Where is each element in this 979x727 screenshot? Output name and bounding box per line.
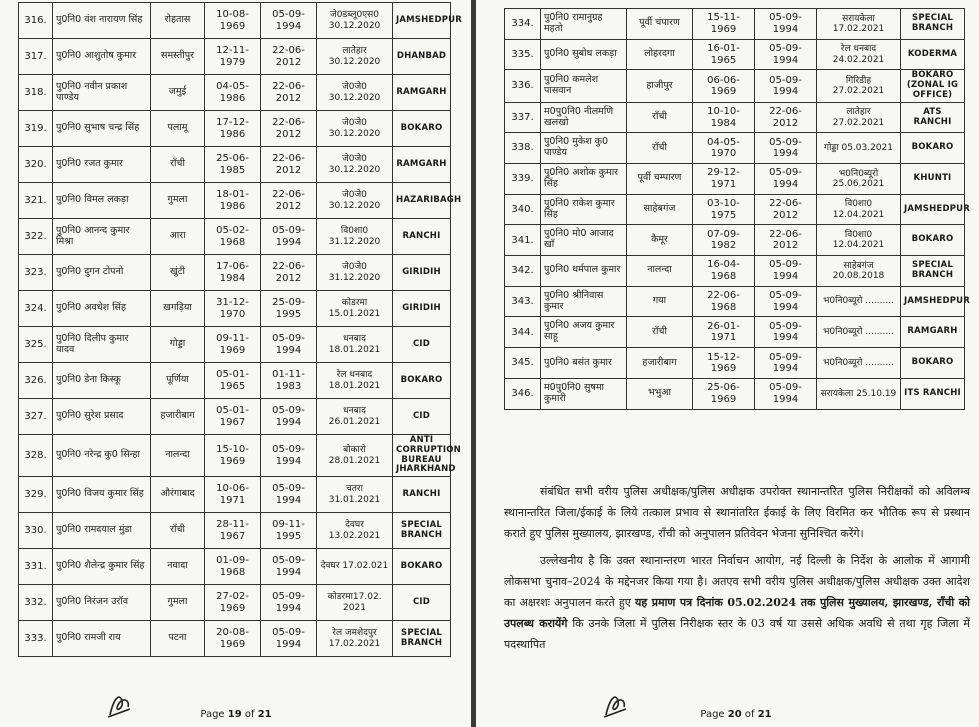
cell-district: पूर्णिया: [151, 363, 205, 399]
cell-dest: CID: [393, 399, 451, 435]
cell-sn: 334.: [505, 9, 541, 40]
cell-name: पु0नि0 राकेश कुमार सिंह: [541, 194, 627, 225]
cell-sn: 328.: [19, 435, 53, 477]
cell-district: रोहतास: [151, 3, 205, 39]
cell-appt: 05-09-1994: [755, 70, 817, 102]
cell-appt: 05-09-1994: [261, 621, 317, 657]
cell-name: पु0नि0 नरेन्द्र कु0 सिन्हा: [53, 435, 151, 477]
cell-posting: लातेहार 27.02.2021: [817, 102, 901, 133]
cell-sn: 338.: [505, 133, 541, 164]
cell-posting: कोडरमा17.02. 2021: [317, 585, 393, 621]
table-row: [19, 147, 451, 183]
cell-sn: 344.: [505, 317, 541, 348]
cell-sn: 323.: [19, 255, 53, 291]
cell-dob: 20-08-1969: [205, 621, 261, 657]
cell-dob: 27-02-1969: [205, 585, 261, 621]
cell-dob: 10-06-1971: [205, 477, 261, 513]
cell-appt: 05-09-1994: [755, 317, 817, 348]
cell-dob: 15-10-1969: [205, 435, 261, 477]
cell-sn: 335.: [505, 39, 541, 70]
cell-appt: 05-09-1994: [755, 39, 817, 70]
cell-name: म0पु0नि0 नीलमणि खलखो: [541, 102, 627, 133]
cell-dob: 16-01-1965: [693, 39, 755, 70]
cell-posting: गोड्डा 05.03.2021: [817, 133, 901, 164]
cell-appt: 05-09-1994: [261, 549, 317, 585]
cell-posting: जे0जे0 30.12.2020: [317, 111, 393, 147]
cell-appt: 05-09-1994: [261, 399, 317, 435]
cell-name: पु0नि0 रामजी राय: [53, 621, 151, 657]
cell-district: जमुई: [151, 75, 205, 111]
cell-dob: 07-09-1982: [693, 225, 755, 256]
cell-dest: RAMGARH: [393, 147, 451, 183]
cell-name: पु0नि0 मो0 आजाद खॉं: [541, 225, 627, 256]
transfer-table-page-19: [18, 2, 462, 657]
cell-district: भभुआ: [627, 378, 693, 409]
cell-name: पु0नि0 विजय कुमार सिंह: [53, 477, 151, 513]
cell-district: खुंटी: [151, 255, 205, 291]
cell-dest: RANCHI: [393, 477, 451, 513]
cell-dest: SPECIAL BRANCH: [393, 513, 451, 549]
cell-dest: BOKARO (ZONAL IG OFFICE): [901, 70, 965, 102]
cell-dob: 25-06-1985: [205, 147, 261, 183]
cell-district: गया: [627, 286, 693, 317]
cell-appt: 22-06-2012: [755, 225, 817, 256]
table-row: [19, 363, 451, 399]
cell-dest: DHANBAD: [393, 39, 451, 75]
page-number: Page 20 of 21: [700, 709, 772, 720]
cell-district: नालन्दा: [627, 256, 693, 287]
cell-posting: वि0शा0 12.04.2021: [817, 194, 901, 225]
transfer-table-page-20: [504, 8, 970, 410]
document-page-19: [0, 0, 471, 727]
cell-name: पु0नि0 सुरेश प्रसाद: [53, 399, 151, 435]
cell-district: समस्तीपुर: [151, 39, 205, 75]
cell-dest: BOKARO: [393, 363, 451, 399]
cell-district: गोड्डा: [151, 327, 205, 363]
cell-dob: 10-08-1969: [205, 3, 261, 39]
cell-posting: रेल जमशेदपुर 17.02.2021: [317, 621, 393, 657]
cell-dob: 05-02-1968: [205, 219, 261, 255]
table-row: [19, 291, 451, 327]
cell-dob: 01-09-1968: [205, 549, 261, 585]
cell-dob: 05-01-1965: [205, 363, 261, 399]
table-row: [19, 399, 451, 435]
table-row: [19, 327, 451, 363]
cell-dest: BOKARO: [393, 549, 451, 585]
table-row: [19, 75, 451, 111]
table-row: [505, 225, 965, 256]
cell-name: पु0नि0 श्रीनिवास कुमार: [541, 286, 627, 317]
cell-posting: रेल धनबाद 18.01.2021: [317, 363, 393, 399]
table-row: [505, 70, 965, 102]
cell-dob: 03-10-1975: [693, 194, 755, 225]
cell-dob: 15-12-1969: [693, 348, 755, 379]
cell-sn: 320.: [19, 147, 53, 183]
cell-dest: JAMSHEDPUR: [901, 286, 965, 317]
cell-name: पु0नि0 अवधेश सिंह: [53, 291, 151, 327]
cell-dob: 22-06-1968: [693, 286, 755, 317]
cell-sn: 331.: [19, 549, 53, 585]
cell-appt: 05-09-1994: [261, 585, 317, 621]
cell-dob: 25-06-1969: [693, 378, 755, 409]
table-row: [505, 348, 965, 379]
cell-posting: धनबाद 18.01.2021: [317, 327, 393, 363]
cell-sn: 345.: [505, 348, 541, 379]
cell-district: हाजीपुर: [627, 70, 693, 102]
cell-name: पु0नि0 रामानुग्रह महतो: [541, 9, 627, 40]
cell-dest: JAMSHEDPUR: [901, 194, 965, 225]
cell-dob: 18-01-1986: [205, 183, 261, 219]
table-row: [505, 39, 965, 70]
table-row: [505, 164, 965, 195]
cell-name: पु0नि0 कमलेश पासवान: [541, 70, 627, 102]
cell-posting: चतरा 31.01.2021: [317, 477, 393, 513]
cell-posting: लातेहार 30.12.2020: [317, 39, 393, 75]
cell-dest: ITS RANCHI: [901, 378, 965, 409]
cell-appt: 22-06-2012: [261, 111, 317, 147]
cell-dob: 12-11-1979: [205, 39, 261, 75]
cell-sn: 346.: [505, 378, 541, 409]
cell-posting: जे0जे0 31.12.2020: [317, 255, 393, 291]
cell-dest: KODERMA: [901, 39, 965, 70]
cell-dest: CID: [393, 327, 451, 363]
cell-name: पु0नि0 सुभाष चन्द्र सिंह: [53, 111, 151, 147]
cell-district: हजारीबाग: [627, 348, 693, 379]
cell-appt: 05-09-1994: [755, 286, 817, 317]
cell-name: पु0नि0 निरंजन उरॉव: [53, 585, 151, 621]
cell-name: पु0नि0 डेना किस्कू: [53, 363, 151, 399]
cell-dest: ATS RANCHI: [901, 102, 965, 133]
cell-district: राँची: [627, 102, 693, 133]
cell-name: पु0नि0 धर्मपाल कुमार: [541, 256, 627, 287]
cell-district: आरा: [151, 219, 205, 255]
cell-dob: 16-04-1968: [693, 256, 755, 287]
page-number: Page 19 of 21: [200, 709, 272, 720]
table-row: [505, 102, 965, 133]
cell-sn: 336.: [505, 70, 541, 102]
cell-appt: 25-09-1995: [261, 291, 317, 327]
cell-dest: RAMGARH: [393, 75, 451, 111]
cell-sn: 318.: [19, 75, 53, 111]
cell-appt: 22-06-2012: [261, 255, 317, 291]
cell-appt: 05-09-1994: [261, 3, 317, 39]
cell-appt: 22-06-2012: [261, 183, 317, 219]
cell-sn: 316.: [19, 3, 53, 39]
cell-dob: 06-06-1969: [693, 70, 755, 102]
cell-sn: 342.: [505, 256, 541, 287]
cell-posting: जे0जे0 30.12.2020: [317, 75, 393, 111]
signature: [100, 687, 140, 721]
table-row: [19, 111, 451, 147]
cell-posting: भ0नि0ब्यूरो ..........: [817, 317, 901, 348]
table-row: [505, 194, 965, 225]
order-body-text: [504, 481, 970, 661]
cell-name: पु0नि0 सुबोध लकड़ा: [541, 39, 627, 70]
cell-posting: जे0जे0 30.12.2020: [317, 183, 393, 219]
cell-dob: 10-10-1984: [693, 102, 755, 133]
cell-appt: 05-09-1994: [755, 348, 817, 379]
cell-appt: 05-09-1994: [755, 378, 817, 409]
cell-sn: 327.: [19, 399, 53, 435]
cell-sn: 333.: [19, 621, 53, 657]
cell-name: पु0नि0 बसंत कुमार: [541, 348, 627, 379]
cell-posting: धनबाद 26.01.2021: [317, 399, 393, 435]
cell-posting: गिरिडीह 27.02.2021: [817, 70, 901, 102]
cell-dest: KHUNTI: [901, 164, 965, 195]
cell-dob: 09-11-1969: [205, 327, 261, 363]
cell-dest: JAMSHEDPUR: [393, 3, 451, 39]
table-row: [505, 133, 965, 164]
cell-posting: सरायकेला 25.10.19: [817, 378, 901, 409]
cell-sn: 322.: [19, 219, 53, 255]
cell-name: पु0नि0 अजय कुमार साहू: [541, 317, 627, 348]
cell-dest: BOKARO: [393, 111, 451, 147]
table-row: [19, 255, 451, 291]
cell-sn: 324.: [19, 291, 53, 327]
table-row: [19, 477, 451, 513]
cell-district: नवादा: [151, 549, 205, 585]
cell-district: औरंगाबाद: [151, 477, 205, 513]
cell-district: राँची: [627, 317, 693, 348]
table-row: [19, 435, 451, 477]
cell-posting: जे0जे0 30.12.2020: [317, 147, 393, 183]
cell-district: हजारीबाग: [151, 399, 205, 435]
table-row: [19, 183, 451, 219]
cell-dest: GIRIDIH: [393, 291, 451, 327]
cell-posting: जे0डब्लू0एस0 30.12.2020: [317, 3, 393, 39]
cell-district: कैमूर: [627, 225, 693, 256]
cell-posting: बोकारो 28.01.2021: [317, 435, 393, 477]
cell-dob: 28-11-1967: [205, 513, 261, 549]
cell-dest: SPECIAL BRANCH: [393, 621, 451, 657]
cell-appt: 01-11-1983: [261, 363, 317, 399]
table-row: [19, 39, 451, 75]
cell-district: साहेबगंज: [627, 194, 693, 225]
cell-posting: भ0नि0ब्यूरो 25.06.2021: [817, 164, 901, 195]
cell-district: गुमला: [151, 183, 205, 219]
paragraph-relieve-instructions: संबंधित सभी वरीय पुलिस अधीक्षक/पुलिस अधीक्षक उपरोक्त स्थानान्तरित पुलिस निरीक्षकों को अविलम्ब स्थानान्तरित जिला/ईकाई के लिये तत्काल प्रभाव से स्थानांतरित ईकाई के लिए विरमित कर भौतिक रूप से प्रस्थान कराते हुए पुलिस मुख्यालय, झारखण्ड, राँची को अनुपालन प्रतिवेदन भेजना सुनिश्चित करेंगे।: [504, 485, 970, 540]
cell-sn: 339.: [505, 164, 541, 195]
page-footer: [476, 701, 979, 727]
cell-sn: 319.: [19, 111, 53, 147]
cell-sn: 343.: [505, 286, 541, 317]
cell-posting: रेल धनबाद 24.02.2021: [817, 39, 901, 70]
cell-name: पु0नि0 विमल लकड़ा: [53, 183, 151, 219]
cell-dest: RAMGARH: [901, 317, 965, 348]
cell-sn: 325.: [19, 327, 53, 363]
cell-sn: 317.: [19, 39, 53, 75]
cell-appt: 05-09-1994: [755, 9, 817, 40]
cell-appt: 05-09-1994: [755, 164, 817, 195]
cell-appt: 22-06-2012: [261, 147, 317, 183]
table-row: [505, 286, 965, 317]
cell-dest: CID: [393, 585, 451, 621]
cell-posting: देवघर 13.02.2021: [317, 513, 393, 549]
cell-appt: 22-06-2012: [755, 102, 817, 133]
cell-dest: SPECIAL BRANCH: [901, 256, 965, 287]
cell-sn: 341.: [505, 225, 541, 256]
table-row: [19, 621, 451, 657]
cell-posting: वि0शा0 12.04.2021: [817, 225, 901, 256]
cell-appt: 22-06-2012: [755, 194, 817, 225]
cell-name: पु0नि0 दुगन टोपनो: [53, 255, 151, 291]
table-row: [19, 585, 451, 621]
table-row: [19, 513, 451, 549]
cell-dest: ANTI CORRUPTION BUREAU JHARKHAND: [393, 435, 451, 477]
cell-posting: कोडरमा 15.01.2021: [317, 291, 393, 327]
cell-sn: 332.: [19, 585, 53, 621]
cell-district: राँची: [627, 133, 693, 164]
table-row: [505, 378, 965, 409]
signature: [596, 687, 636, 721]
table-row: [505, 317, 965, 348]
cell-appt: 05-09-1994: [755, 133, 817, 164]
paragraph-election-note: उल्लेखनीय है कि उक्त स्थानान्तरण भारत निर्वाचन आयोग, नई दिल्ली के निर्देश के आलोक में आगामी लोकसभा चुनाव–2024 के मद्देनजर किया गया है। अतएव सभी वरीय पुलिस अधीक्षक/पुलिस अधीक्षक उक्त आदेश का अक्षरशः अनुपालन करते हुए यह प्रमाण पत्र दिनांक 05.02.2024 तक पुलिस मुख्यालय, झारखण्ड, राँची को उपलब्ध करायेंगे कि उनके जिला में पुलिस निरीक्षक स्तर के 03 वर्ष या उससे अधिक अवधि से तथा गृह जिला में पदस्थापित: [504, 554, 971, 651]
cell-name: पु0नि0 वंश नारायण सिंह: [53, 3, 151, 39]
cell-posting: वि0शा0 31.12.2020: [317, 219, 393, 255]
cell-dest: HAZARIBAGH: [393, 183, 451, 219]
page-footer: [0, 701, 471, 727]
cell-name: पु0नि0 नवीन प्रकाश पाण्डेय: [53, 75, 151, 111]
cell-sn: 321.: [19, 183, 53, 219]
cell-sn: 330.: [19, 513, 53, 549]
cell-name: पु0नि0 अशोक कुमार सिंह: [541, 164, 627, 195]
cell-district: पलामू: [151, 111, 205, 147]
cell-name: पु0नि0 मुकेश कु0 पाण्डेय: [541, 133, 627, 164]
cell-district: लोहरदगा: [627, 39, 693, 70]
cell-appt: 05-09-1994: [755, 256, 817, 287]
cell-district: पूर्वी चम्पारण: [627, 164, 693, 195]
cell-sn: 326.: [19, 363, 53, 399]
cell-appt: 05-09-1994: [261, 219, 317, 255]
cell-district: पूर्वी चंपारण: [627, 9, 693, 40]
cell-district: राँची: [151, 513, 205, 549]
cell-dest: BOKARO: [901, 348, 965, 379]
cell-appt: 05-09-1994: [261, 477, 317, 513]
cell-dob: 31-12-1970: [205, 291, 261, 327]
cell-posting: भ0नि0ब्यूरो ..........: [817, 286, 901, 317]
cell-appt: 05-09-1994: [261, 435, 317, 477]
cell-appt: 22-06-2012: [261, 75, 317, 111]
cell-district: नालन्दा: [151, 435, 205, 477]
cell-dest: GIRIDIH: [393, 255, 451, 291]
cell-posting: सरायकेला 17.02.2021: [817, 9, 901, 40]
table-row: [19, 549, 451, 585]
cell-sn: 340.: [505, 194, 541, 225]
cell-appt: 09-11-1995: [261, 513, 317, 549]
cell-district: पटना: [151, 621, 205, 657]
document-page-20: [476, 0, 979, 727]
cell-posting: भ0नि0ब्यूरो ..........: [817, 348, 901, 379]
cell-dest: SPECIAL BRANCH: [901, 9, 965, 40]
cell-name: पु0नि0 दिलीप कुमार यादव: [53, 327, 151, 363]
cell-name: पु0नि0 शैलेन्द्र कुमार सिंह: [53, 549, 151, 585]
cell-sn: 337.: [505, 102, 541, 133]
cell-name: म0पु0नि0 सुषमा कुमारी: [541, 378, 627, 409]
cell-dest: RANCHI: [393, 219, 451, 255]
cell-dest: BOKARO: [901, 225, 965, 256]
cell-district: खगड़िया: [151, 291, 205, 327]
cell-name: पु0नि0 रजत कुमार: [53, 147, 151, 183]
cell-name: पु0नि0 आशुतोष कुमार: [53, 39, 151, 75]
table-row: [19, 219, 451, 255]
cell-dob: 04-05-1970: [693, 133, 755, 164]
cell-dob: 17-06-1984: [205, 255, 261, 291]
cell-sn: 329.: [19, 477, 53, 513]
table-row: [505, 256, 965, 287]
cell-dob: 05-01-1967: [205, 399, 261, 435]
cell-name: पु0नि0 आनन्द कुमार मिश्रा: [53, 219, 151, 255]
table-row: [505, 9, 965, 40]
table-row: [19, 3, 451, 39]
cell-posting: साहेबगंज 20.08.2018: [817, 256, 901, 287]
cell-dob: 26-01-1971: [693, 317, 755, 348]
cell-dest: BOKARO: [901, 133, 965, 164]
cell-name: पु0नि0 रामदयाल मुंडा: [53, 513, 151, 549]
cell-district: राँची: [151, 147, 205, 183]
cell-posting: देवघर 17.02.021: [317, 549, 393, 585]
cell-dob: 04-05-1986: [205, 75, 261, 111]
cell-appt: 22-06-2012: [261, 39, 317, 75]
cell-dob: 17-12-1986: [205, 111, 261, 147]
cell-district: गुमला: [151, 585, 205, 621]
cell-appt: 05-09-1994: [261, 327, 317, 363]
cell-dob: 15-11-1969: [693, 9, 755, 40]
cell-dob: 29-12-1971: [693, 164, 755, 195]
